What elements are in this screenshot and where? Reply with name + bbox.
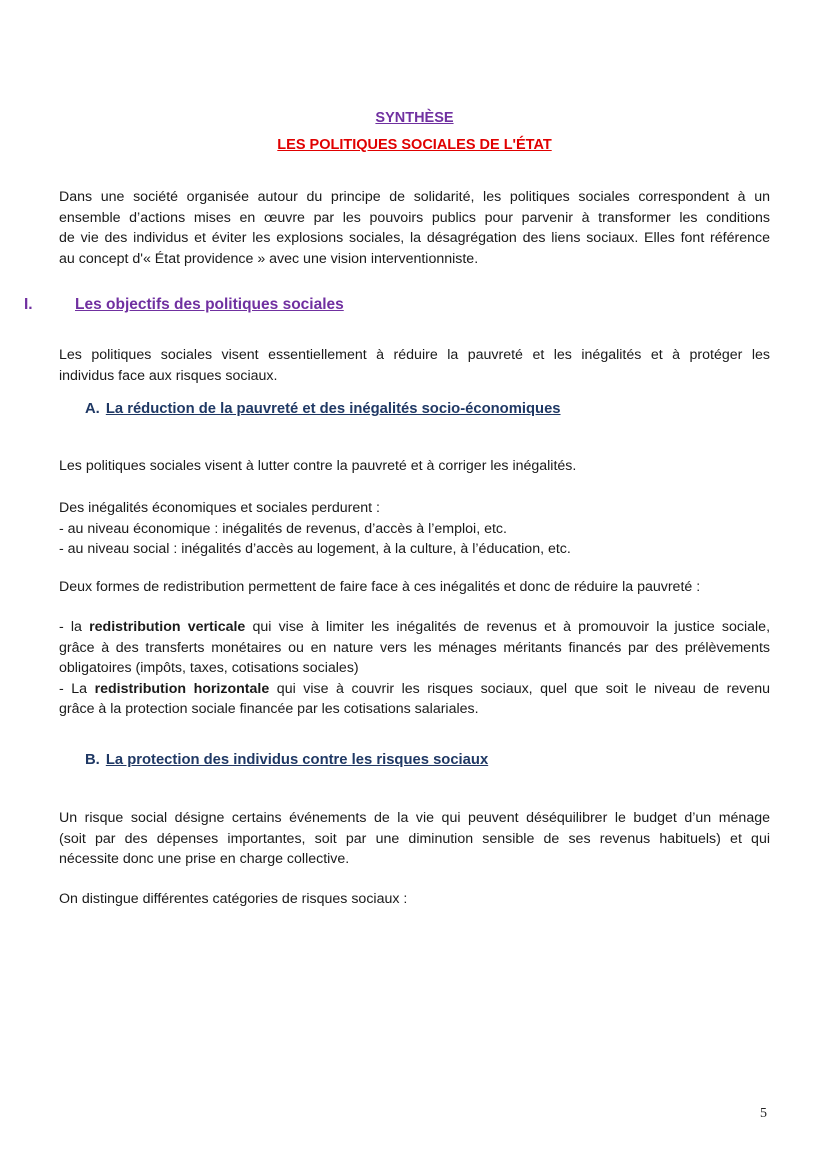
subsection-letter: A. — [85, 401, 100, 417]
paragraph — [59, 889, 770, 910]
document-title: SYNTHÈSE — [375, 110, 454, 126]
text-line: Un risque social désigne certains événements de la vie qui peuvent déséquilibrer le budget d’un ménage — [59, 810, 770, 826]
intro-paragraph — [59, 187, 770, 269]
document-subtitle: LES POLITIQUES SOCIALES DE L'ÉTAT — [277, 137, 552, 153]
subsection-title: La protection des individus contre les risques sociaux — [105, 752, 489, 768]
subsection-title: La réduction de la pauvreté et des inégalités socio-économiques — [105, 401, 561, 417]
text-line: grâce à des transferts monétaires ou en nature vers les ménages méritants financés par des prélèvements — [59, 639, 770, 656]
subsection-heading-b — [85, 752, 488, 768]
text-fragment: qui vise à limiter les inégalités de revenus et à promouvoir la justice sociale, — [245, 619, 771, 635]
text-line: On distingue différentes catégories de risques sociaux : — [59, 891, 408, 907]
text-fragment: - La — [59, 680, 95, 697]
text-line: grâce à la protection sociale financée par les cotisations salariales. — [59, 701, 479, 717]
text-line: Dans une société organisée autour du principe de solidarité, les politiques sociales correspondent à un — [59, 189, 770, 205]
list-item: - au niveau économique : inégalités de revenus, d’accès à l’emploi, etc. — [59, 520, 507, 537]
section1-intro — [59, 345, 770, 386]
text-line: individus face aux risques sociaux. — [59, 367, 278, 384]
text-line: (soit par des dépenses importantes, soit par une diminution sensible de ses revenus habituels) et qui — [59, 830, 770, 847]
text-line: au concept d'« État providence » avec une vision interventionniste. — [59, 250, 479, 267]
redistribution-list — [59, 617, 770, 720]
text-fragment: - la — [59, 619, 90, 635]
section-number: I. — [24, 296, 33, 313]
term-horizontal: redistribution horizontale — [94, 680, 270, 697]
text-line: Les politiques sociales visent essentiellement à réduire la pauvreté et les inégalités et à protéger les — [59, 347, 770, 363]
list-item: - au niveau social : inégalités d’accès au logement, à la culture, à l’éducation, etc. — [59, 541, 571, 557]
text-line: Les politiques sociales visent à lutter contre la pauvreté et à corriger les inégalités. — [59, 458, 577, 474]
subsection-heading-a — [85, 401, 561, 417]
text-fragment: qui vise à couvrir les risques sociaux, quel que soit le niveau de revenu — [269, 680, 771, 697]
text-line: nécessite donc une prise en charge collective. — [59, 851, 350, 867]
section-heading: Les objectifs des politiques sociales — [75, 296, 344, 313]
paragraph — [59, 456, 770, 477]
text-line: ensemble d’actions mises en œuvre par les pouvoirs publics pour parvenir à transformer les conditions — [59, 209, 770, 226]
paragraph — [59, 577, 770, 598]
subsection-letter: B. — [85, 752, 100, 768]
list-item — [59, 679, 770, 700]
text-line: Deux formes de redistribution permettent de faire face à ces inégalités et donc de réduire la pauvreté : — [59, 579, 701, 595]
text-line: Des inégalités économiques et sociales perdurent : — [59, 500, 380, 516]
text-line: obligatoires (impôts, taxes, cotisations sociales) — [59, 660, 359, 676]
page-number: 5 — [760, 1106, 767, 1121]
risk-paragraph — [59, 808, 770, 870]
term-vertical: redistribution verticale — [89, 619, 246, 635]
inequalities-list — [59, 498, 770, 560]
text-line: de vie des individus et éviter les explosions sociales, la désagrégation des liens sociaux. Elles font référence — [59, 230, 770, 246]
list-item — [59, 617, 770, 638]
